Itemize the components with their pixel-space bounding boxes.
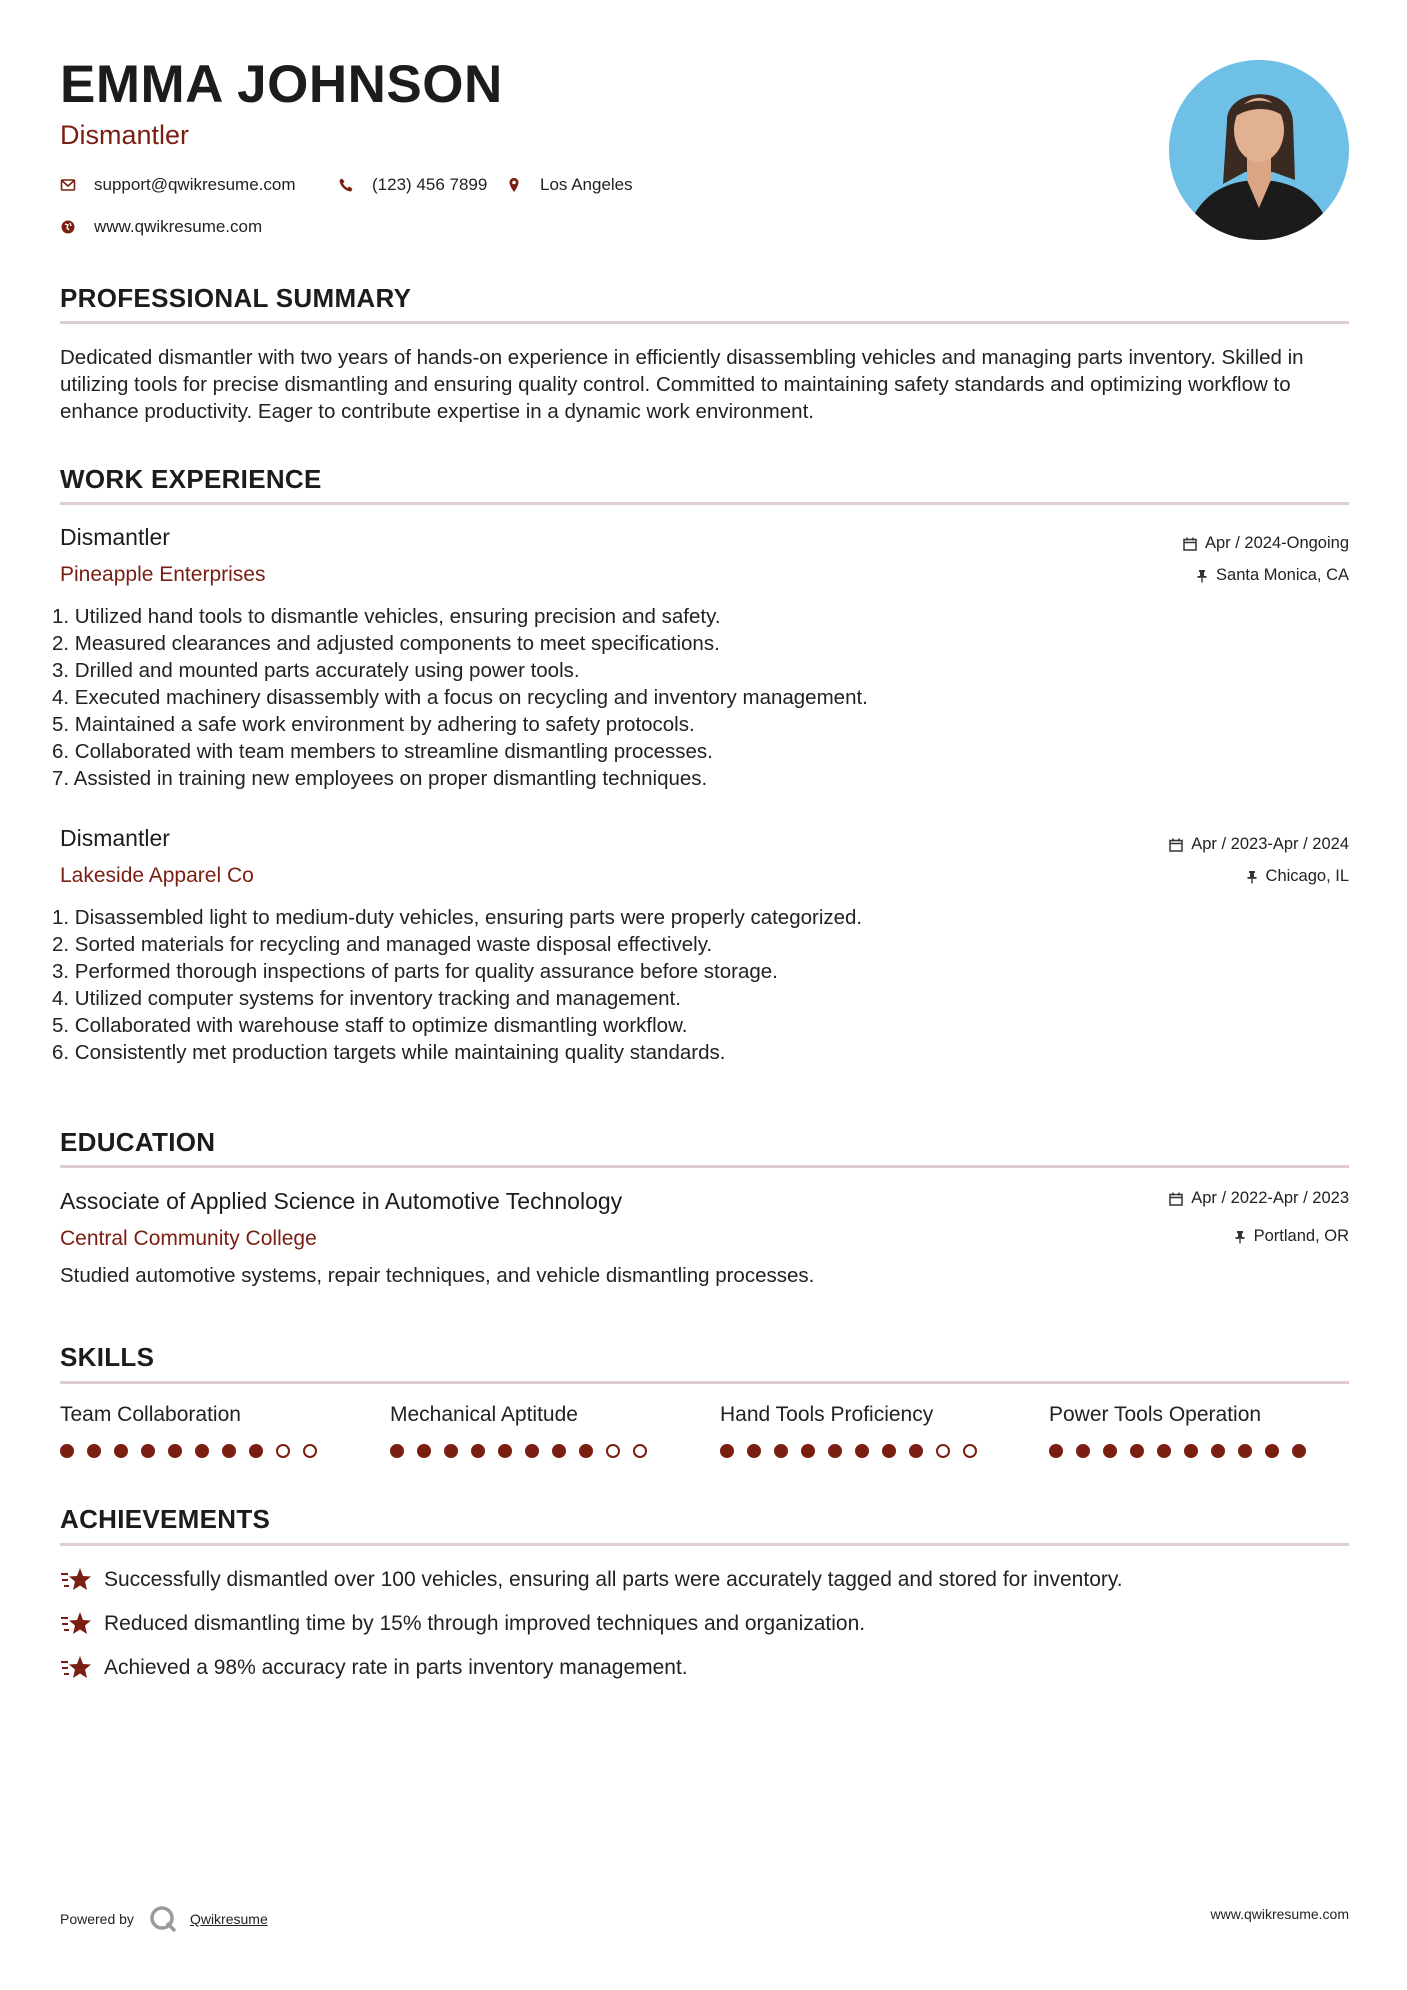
rating-dot-filled <box>747 1444 761 1458</box>
rating-dot-filled <box>1238 1444 1252 1458</box>
rating-dot-empty <box>936 1444 950 1458</box>
skill-1 <box>60 1403 317 1458</box>
pin-icon <box>1246 870 1258 884</box>
rating-dot-filled <box>828 1444 842 1458</box>
education-location-text: Portland, OR <box>1253 1227 1349 1245</box>
achievements-divider <box>60 1543 1349 1546</box>
job-1-bullets <box>52 603 1252 792</box>
school-name: Central Community College <box>60 1227 317 1250</box>
job-2-bullets <box>52 904 1252 1066</box>
phone-icon <box>338 177 354 193</box>
list-item: 6. Consistently met production targets while maintaining quality standards. <box>52 1041 726 1064</box>
achievements-heading: ACHIEVEMENTS <box>60 1504 271 1534</box>
experience-divider <box>60 502 1349 505</box>
phone-text: (123) 456 7899 <box>372 175 488 194</box>
list-item: 2. Sorted materials for recycling and managed waste disposal effectively. <box>52 933 713 956</box>
pin-icon <box>1196 569 1208 583</box>
job-2-company: Lakeside Apparel Co <box>60 864 254 887</box>
achievement-text: Successfully dismantled over 100 vehicles, ensuring all parts were accurately tagged and stored for inventory. <box>104 1568 1123 1591</box>
list-item: 4. Executed machinery disassembly with a focus on recycling and inventory management. <box>52 686 868 709</box>
job-1-title: Dismantler <box>60 524 170 550</box>
rating-dot-filled <box>774 1444 788 1458</box>
rating-dot-filled <box>909 1444 923 1458</box>
education-heading: EDUCATION <box>60 1127 216 1157</box>
achievement-text: Achieved a 98% accuracy rate in parts inventory management. <box>104 1656 688 1679</box>
rating-dot-empty <box>633 1444 647 1458</box>
contact-phone[interactable] <box>338 175 487 195</box>
calendar-icon <box>1169 838 1183 852</box>
rating-dot-filled <box>1130 1444 1144 1458</box>
star-award-icon <box>60 1610 92 1638</box>
rating-dot-filled <box>1265 1444 1279 1458</box>
job-1-location <box>1196 566 1349 585</box>
skill-name: Team Collaboration <box>60 1403 241 1426</box>
education-location <box>1234 1227 1349 1246</box>
rating-dot-filled <box>141 1444 155 1458</box>
skill-2 <box>390 1403 647 1458</box>
rating-dot-filled <box>552 1444 566 1458</box>
job-2-location <box>1246 867 1349 886</box>
achievement-item <box>60 1654 688 1682</box>
job-1-location-text: Santa Monica, CA <box>1216 566 1349 584</box>
rating-dot-filled <box>60 1444 74 1458</box>
rating-dot-filled <box>417 1444 431 1458</box>
calendar-icon <box>1183 537 1197 551</box>
education-dates <box>1169 1189 1349 1208</box>
achievement-item <box>60 1610 865 1638</box>
job-2-dates <box>1169 835 1349 854</box>
map-pin-icon <box>506 177 522 193</box>
rating-dot-filled <box>882 1444 896 1458</box>
skill-name: Power Tools Operation <box>1049 1403 1262 1426</box>
rating-dot-filled <box>1211 1444 1225 1458</box>
experience-heading: WORK EXPERIENCE <box>60 464 322 494</box>
rating-dot-filled <box>1049 1444 1063 1458</box>
contact-location <box>506 175 633 195</box>
rating-dot-filled <box>444 1444 458 1458</box>
skills-divider <box>60 1381 1349 1384</box>
rating-dot-filled <box>579 1444 593 1458</box>
skill-rating <box>1049 1444 1306 1458</box>
rating-dot-filled <box>471 1444 485 1458</box>
profile-photo <box>1169 60 1349 240</box>
footer-website[interactable]: www.qwikresume.com <box>1210 1906 1349 1922</box>
skill-rating <box>390 1444 647 1458</box>
list-item: 2. Measured clearances and adjusted components to meet specifications. <box>52 632 720 655</box>
qwikresume-logo-icon <box>148 1904 178 1934</box>
rating-dot-filled <box>222 1444 236 1458</box>
candidate-name: EMMA JOHNSON <box>60 55 503 114</box>
skill-rating <box>720 1444 977 1458</box>
rating-dot-empty <box>606 1444 620 1458</box>
rating-dot-empty <box>276 1444 290 1458</box>
degree-title: Associate of Applied Science in Automotive Technology <box>60 1188 623 1214</box>
list-item: 5. Maintained a safe work environment by adhering to safety protocols. <box>52 713 695 736</box>
summary-text: Dedicated dismantler with two years of hands-on experience in efficiently disassembling vehicles and managing parts inventory. Skilled in utilizing tools for precise dismantling and ensuring quality control. Committed to maintaining safety standards and optimizing workflow to enhance productivity. Eager to contribute expertise in a dynamic work environment. <box>60 346 1304 423</box>
rating-dot-filled <box>498 1444 512 1458</box>
contact-website[interactable] <box>60 217 262 237</box>
pin-icon <box>1234 1230 1246 1244</box>
powered-by-label: Powered by <box>60 1911 134 1927</box>
website-text: www.qwikresume.com <box>94 217 263 236</box>
job-title: Dismantler <box>60 120 190 150</box>
qwikresume-link[interactable]: Qwikresume <box>189 1911 268 1927</box>
star-award-icon <box>60 1566 92 1594</box>
skills-heading: SKILLS <box>60 1342 155 1372</box>
skill-3 <box>720 1403 977 1458</box>
summary-divider <box>60 321 1349 324</box>
list-item: 1. Utilized hand tools to dismantle vehicles, ensuring precision and safety. <box>52 605 721 628</box>
location-text: Los Angeles <box>540 175 633 194</box>
job-1-dates-text: Apr / 2024-Ongoing <box>1204 534 1349 552</box>
rating-dot-filled <box>1157 1444 1171 1458</box>
rating-dot-empty <box>963 1444 977 1458</box>
achievement-item <box>60 1566 1123 1594</box>
rating-dot-filled <box>390 1444 404 1458</box>
skill-name: Mechanical Aptitude <box>390 1403 578 1426</box>
list-item: 3. Drilled and mounted parts accurately using power tools. <box>52 659 580 682</box>
job-2-location-text: Chicago, IL <box>1265 867 1349 885</box>
list-item: 7. Assisted in training new employees on proper dismantling techniques. <box>52 767 708 790</box>
rating-dot-filled <box>87 1444 101 1458</box>
rating-dot-filled <box>1292 1444 1306 1458</box>
rating-dot-filled <box>525 1444 539 1458</box>
rating-dot-filled <box>801 1444 815 1458</box>
rating-dot-filled <box>1184 1444 1198 1458</box>
skill-rating <box>60 1444 317 1458</box>
job-2-title: Dismantler <box>60 825 170 851</box>
envelope-icon <box>60 177 76 193</box>
rating-dot-filled <box>720 1444 734 1458</box>
job-1-dates <box>1183 534 1349 553</box>
rating-dot-filled <box>114 1444 128 1458</box>
job-2-dates-text: Apr / 2023-Apr / 2024 <box>1191 835 1349 853</box>
email-text: support@qwikresume.com <box>94 175 296 194</box>
summary-heading: PROFESSIONAL SUMMARY <box>60 283 412 313</box>
rating-dot-empty <box>303 1444 317 1458</box>
rating-dot-filled <box>1076 1444 1090 1458</box>
rating-dot-filled <box>855 1444 869 1458</box>
rating-dot-filled <box>195 1444 209 1458</box>
list-item: 6. Collaborated with team members to streamline dismantling processes. <box>52 740 713 763</box>
list-item: 3. Performed thorough inspections of parts for quality assurance before storage. <box>52 960 778 983</box>
calendar-icon <box>1169 1192 1183 1206</box>
list-item: 1. Disassembled light to medium-duty vehicles, ensuring parts were properly categorized. <box>52 906 863 929</box>
footer-powered-by <box>60 1904 268 1934</box>
skill-4 <box>1049 1403 1306 1458</box>
achievement-text: Reduced dismantling time by 15% through improved techniques and organization. <box>104 1612 866 1635</box>
list-item: 5. Collaborated with warehouse staff to optimize dismantling workflow. <box>52 1014 688 1037</box>
rating-dot-filled <box>1103 1444 1117 1458</box>
job-1-company: Pineapple Enterprises <box>60 563 266 586</box>
globe-icon <box>60 219 76 235</box>
rating-dot-filled <box>249 1444 263 1458</box>
star-award-icon <box>60 1654 92 1682</box>
education-divider <box>60 1165 1349 1168</box>
education-dates-text: Apr / 2022-Apr / 2023 <box>1191 1189 1349 1207</box>
skill-name: Hand Tools Proficiency <box>720 1403 934 1426</box>
contact-email[interactable] <box>60 175 296 195</box>
education-description: Studied automotive systems, repair techniques, and vehicle dismantling processes. <box>60 1264 815 1287</box>
list-item: 4. Utilized computer systems for inventory tracking and management. <box>52 987 681 1010</box>
rating-dot-filled <box>168 1444 182 1458</box>
